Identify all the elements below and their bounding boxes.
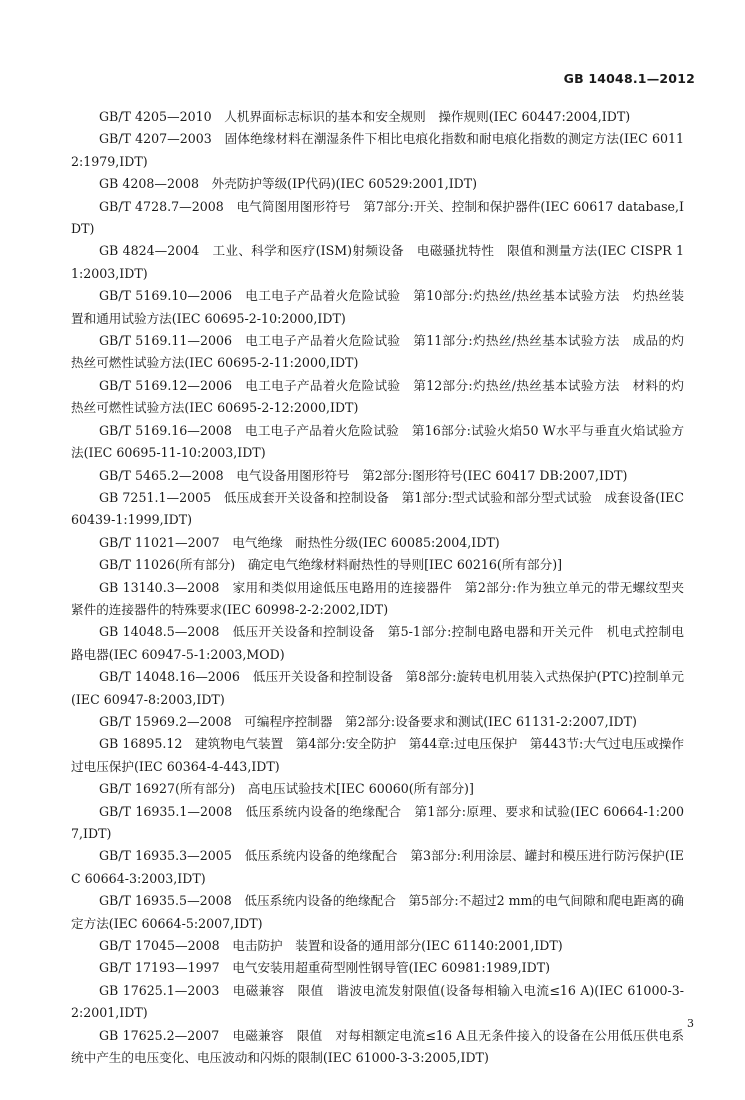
reference-item: GB/T 5169.11—2006 电工电子产品着火危险试验 第11部分:灼热丝/热丝基本试验方法 成品的灼热丝可燃性试验方法(IEC 60695-2-11:2000,IDT)	[71, 333, 684, 371]
reference-item: GB/T 17193—1997 电气安装用超重荷型刚性钢导管(IEC 60981:1989,IDT)	[99, 960, 551, 976]
reference-item: GB 16895.12 建筑物电气装置 第4部分:安全防护 第44章:过电压保护 第443节:大气过电压或操作过电压保护(IEC 60364-4-443,IDT)	[71, 736, 684, 774]
reference-item: GB/T 5169.12—2006 电工电子产品着火危险试验 第12部分:灼热丝/热丝基本试验方法 材料的灼热丝可燃性试验方法(IEC 60695-2-12:2000,IDT)	[71, 377, 684, 416]
normative-references-list	[71, 106, 684, 1069]
reference-item: GB/T 14048.16—2006 低压开关设备和控制设备 第8部分:旋转电机用装入式热保护(PTC)控制单元(IEC 60947-8:2003,IDT)	[71, 669, 684, 707]
standard-number-header: GB 14048.1—2012	[563, 71, 695, 86]
reference-item: GB 13140.3—2008 家用和类似用途低压电路用的连接器件 第2部分:作为独立单元的带无螺纹型夹紧件的连接器件的特殊要求(IEC 60998-2-2:2002,IDT)	[71, 579, 684, 617]
reference-item: GB/T 4728.7—2008 电气简图用图形符号 第7部分:开关、控制和保护器件(IEC 60617 database,IDT)	[71, 198, 684, 237]
reference-item: GB/T 16927(所有部分) 高电压试验技术[IEC 60060(所有部分)]	[99, 781, 474, 797]
reference-item: GB/T 4205—2010 人机界面标志标识的基本和安全规则 操作规则(IEC 60447:2004,IDT)	[99, 109, 631, 124]
reference-item: GB/T 16935.3—2005 低压系统内设备的绝缘配合 第3部分:利用涂层、罐封和模压进行防污保护(IEC 60664-3:2003,IDT)	[71, 848, 684, 886]
reference-item: GB/T 4207—2003 固体绝缘材料在潮湿条件下相比电痕化指数和耐电痕化指数的测定方法(IEC 60112:1979,IDT)	[71, 131, 684, 169]
reference-item: GB/T 16935.5—2008 低压系统内设备的绝缘配合 第5部分:不超过2 mm的电气间隙和爬电距离的确定方法(IEC 60664-5:2007,IDT)	[71, 893, 684, 931]
reference-item: GB/T 5169.10—2006 电工电子产品着火危险试验 第10部分:灼热丝/热丝基本试验方法 灼热丝装置和通用试验方法(IEC 60695-2-10:2000,IDT)	[71, 288, 684, 326]
reference-item: GB 17625.2—2007 电磁兼容 限值 对每相额定电流≤16 A且无条件接入的设备在公用低压供电系统中产生的电压变化、电压波动和闪烁的限制(IEC 61000-3-3:2005,IDT)	[71, 1027, 684, 1066]
reference-item: GB 4208—2008 外壳防护等级(IP代码)(IEC 60529:2001,IDT)	[99, 176, 478, 192]
reference-item: GB 4824—2004 工业、科学和医疗(ISM)射频设备 电磁骚扰特性 限值和测量方法(IEC CISPR 11:2003,IDT)	[71, 243, 684, 281]
reference-item: GB 14048.5—2008 低压开关设备和控制设备 第5-1部分:控制电路电器和开关元件 机电式控制电路电器(IEC 60947-5-1:2003,MOD)	[71, 624, 684, 662]
reference-item: GB/T 15969.2—2008 可编程序控制器 第2部分:设备要求和测试(IEC 61131-2:2007,IDT)	[99, 713, 637, 729]
reference-item: GB/T 11026(所有部分) 确定电气绝缘材料耐热性的导则[IEC 60216(所有部分)]	[99, 557, 563, 573]
reference-item: GB/T 16935.1—2008 低压系统内设备的绝缘配合 第1部分:原理、要求和试验(IEC 60664-1:2007,IDT)	[71, 803, 684, 841]
reference-item: GB/T 17045—2008 电击防护 装置和设备的通用部分(IEC 61140:2001,IDT)	[99, 938, 563, 954]
reference-item: GB/T 5465.2—2008 电气设备用图形符号 第2部分:图形符号(IEC 60417 DB:2007,IDT)	[99, 467, 628, 483]
reference-item: GB 17625.1—2003 电磁兼容 限值 谐波电流发射限值(设备每相输入电流≤16 A)(IEC 61000-3-2:2001,IDT)	[71, 982, 684, 1021]
reference-item: GB/T 11021—2007 电气绝缘 耐热性分级(IEC 60085:2004,IDT)	[99, 534, 500, 550]
reference-item: GB/T 5169.16—2008 电工电子产品着火危险试验 第16部分:试验火焰50 W水平与垂直火焰试验方法(IEC 60695-11-10:2003,IDT)	[71, 422, 684, 461]
page-number: 3	[687, 1017, 694, 1030]
reference-item: GB 7251.1—2005 低压成套开关设备和控制设备 第1部分:型式试验和部分型式试验 成套设备(IEC 60439-1:1999,IDT)	[71, 489, 684, 528]
